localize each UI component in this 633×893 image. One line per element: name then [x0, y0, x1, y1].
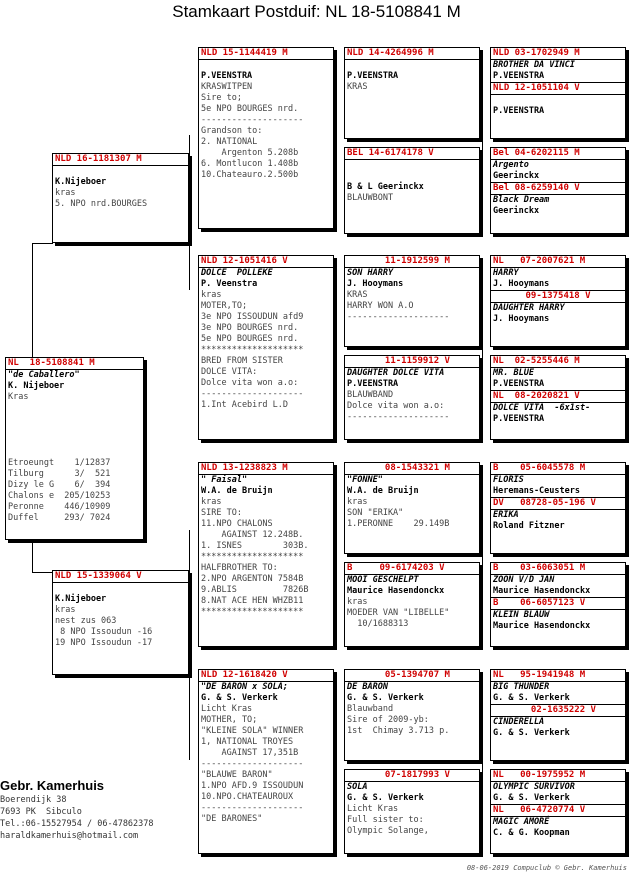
ring-number: 05-1394707 M — [345, 670, 479, 682]
pedigree-line: DOLCE VITA: — [201, 367, 258, 377]
pedigree-line: ZOON V/D JAN — [493, 575, 555, 585]
pedigree-box-mf — [198, 462, 334, 647]
pedigree-line: BLAUWBONT — [347, 193, 394, 203]
owner-contact-line: 7693 PK Sibculo — [0, 807, 82, 817]
pedigree-line: 2. NATIONAL — [201, 137, 258, 147]
pedigree-line: Geerinckx — [493, 171, 540, 181]
pedigree-line: KRAS — [347, 290, 368, 300]
pedigree-line: 9.ABLIS 7826B — [201, 585, 309, 595]
pedigree-box-mmm — [344, 769, 480, 854]
pedigree-line: 10.Chateauro.2.500b — [201, 170, 299, 180]
pedigree-line — [491, 95, 625, 106]
owner-contact-line: haraldkamerhuis@hotmail.com — [0, 831, 139, 841]
pedigree-line: -------------------- — [201, 759, 304, 769]
pedigree-line — [53, 166, 188, 177]
pedigree-line: "FONNE" — [347, 475, 383, 485]
pedigree-line: Full sister to: — [347, 815, 424, 825]
pedigree-line: P.VEENSTRA — [347, 71, 399, 81]
ring-number: 02-1635222 V — [491, 704, 625, 717]
ring-number: NLD 03-1702949 M — [491, 48, 625, 60]
ring-number: DV 08728-05-196 V — [491, 497, 625, 510]
pedigree-line: Sire of 2009-yb: — [347, 715, 429, 725]
pedigree-line: G. & S. Verkerk — [201, 693, 278, 703]
ring-number: 07-1817993 V — [345, 770, 479, 782]
pedigree-line: 8 NPO Issoudun -16 — [55, 627, 153, 637]
pedigree-line: Heremans-Ceusters — [493, 486, 580, 496]
pedigree-line: BLAUWBAND — [347, 390, 394, 400]
pedigree-line: Olympic Solange, — [347, 826, 429, 836]
ring-number: NLD 12-1051104 V — [491, 82, 625, 95]
pedigree-line: MR. BLUE — [493, 368, 534, 378]
pedigree-line: MOTER,TO; — [201, 301, 248, 311]
pedigree-line: P.VEENSTRA — [493, 106, 545, 116]
pedigree-line: K.Nijeboer — [55, 177, 107, 187]
pedigree-line: P.VEENSTRA — [493, 379, 545, 389]
pedigree-line: 10.NPO.CHATEAUROUX — [201, 792, 294, 802]
main-detail-line — [6, 436, 143, 447]
pedigree-box-mmf — [344, 669, 480, 761]
pedigree-line: SON "ERIKA" — [347, 508, 404, 518]
ring-number: 08-1543321 M — [345, 463, 479, 475]
ring-number: NL 00-1975952 M — [491, 770, 625, 782]
pedigree-line — [345, 60, 479, 71]
pedigree-line: FLORIS — [493, 475, 524, 485]
main-pigeon-card — [5, 357, 144, 540]
pedigree-line: 1.NPO AFD.9 ISSOUDUN — [201, 781, 304, 791]
pedigree-box-ffm — [344, 147, 480, 234]
pedigree-box-fmm — [344, 355, 480, 440]
pedigree-line: HALFBROTHER TO: — [201, 563, 278, 573]
pedigree-line: 1.Int Acebird L.D — [201, 400, 288, 410]
ring-number: 11-1159912 V — [345, 356, 479, 368]
pedigree-line: P.VEENSTRA — [201, 71, 253, 81]
ring-number: NL 95-1941948 M — [491, 670, 625, 682]
pedigree-line: "KLEINE SOLA" WINNER — [201, 726, 304, 736]
pedigree-line: Licht Kras — [201, 704, 253, 714]
pedigree-line: HARRY — [493, 268, 519, 278]
pedigree-line — [53, 583, 188, 594]
pedigree-line: -------------------- — [347, 412, 450, 422]
pedigree-line: "BLAUWE BARON" — [201, 770, 273, 780]
pedigree-line: AGAINST 12.248B. — [201, 530, 304, 540]
pedigree-line: " Faisal" — [201, 475, 248, 485]
main-detail-line: K. Nijeboer — [8, 381, 65, 391]
ring-number: B 06-6057123 V — [491, 597, 625, 610]
ring-number: NL 02-5255446 M — [491, 356, 625, 368]
pedigree-box-fmf — [344, 255, 480, 347]
pedigree-line: "DE BARON x SOLA; — [201, 682, 288, 692]
pedigree-line: Black Dream — [493, 195, 550, 205]
pedigree-line: 6. Montlucon 1.408b — [201, 159, 299, 169]
pedigree-line: kras — [201, 497, 222, 507]
pedigree-line: 1st Chimay 3.713 p. — [347, 726, 450, 736]
pedigree-line: DOLCE VITA -6x1st- — [493, 403, 591, 413]
pedigree-line: 1.PERONNE 29.149B — [347, 519, 450, 529]
pedigree-line: Argenton 5.208b — [201, 148, 299, 158]
pedigree-line: G. & S. Verkerk — [493, 793, 570, 803]
ring-number: NLD 13-1238823 M — [199, 463, 333, 475]
pedigree-line: 1, NATIONAL TROYES — [201, 737, 294, 747]
pedigree-line: 5e NPO BOURGES nrd. — [201, 104, 299, 114]
pedigree-line: kras — [201, 290, 222, 300]
pedigree-line: 2.NPO ARGENTON 7584B — [201, 574, 304, 584]
owner-block — [0, 778, 196, 842]
pedigree-line: Maurice Hasendonckx — [493, 586, 591, 596]
pedigree-box-father — [52, 153, 189, 243]
pedigree-line: nest zus 063 — [55, 616, 117, 626]
pedigree-line: DE BARON — [347, 682, 388, 692]
pedigree-box-mm — [198, 669, 334, 854]
main-detail-line: Chalons e 205/10253 — [8, 491, 111, 501]
pedigree-line: BRED FROM SISTER — [201, 356, 283, 366]
pedigree-line: MOEDER VAN "LIBELLE" — [347, 608, 450, 618]
ring-number: NL 06-4720774 V — [491, 804, 625, 817]
pedigree-line: Geerinckx — [493, 206, 540, 216]
ring-number: NLD 12-1051416 V — [199, 256, 333, 268]
pedigree-box-mother — [52, 570, 189, 675]
pedigree-line: 11.NPO CHALONS — [201, 519, 273, 529]
pedigree-box-g8 — [490, 769, 626, 854]
pedigree-line — [345, 160, 479, 171]
pedigree-line: kras — [55, 188, 76, 198]
pedigree-line: -------------------- — [201, 115, 304, 125]
pedigree-line: ERIKA — [493, 510, 519, 520]
pedigree-line: SIRE TO: — [201, 508, 242, 518]
pedigree-line: ******************** — [201, 345, 304, 355]
ring-number: B 05-6045578 M — [491, 463, 625, 475]
pedigree-line: G. & S. Verkerk — [347, 793, 424, 803]
pedigree-line: -------------------- — [347, 312, 450, 322]
ring-number: 09-1375418 V — [491, 290, 625, 303]
pedigree-line: B & L Geerinckx — [347, 182, 424, 192]
pedigree-line: MAGIC AMORÉ — [493, 817, 550, 827]
main-ring-number: NL 18-5108841 M — [6, 358, 143, 370]
pedigree-line: Argento — [493, 160, 529, 170]
pedigree-line: Grandson to: — [201, 126, 263, 136]
main-detail-line: Etroeungt 1/12837 — [8, 458, 111, 468]
main-detail-line — [6, 447, 143, 458]
main-detail-line: Duffel 293/ 7024 — [8, 513, 111, 523]
main-detail-line: Peronne 446/10909 — [8, 502, 111, 512]
pedigree-line: DAUGHTER HARRY — [493, 303, 565, 313]
pedigree-line: SOLA — [347, 782, 368, 792]
pedigree-line: J. Hooymans — [493, 314, 550, 324]
pedigree-line: 1. ISNES 303B. — [201, 541, 309, 551]
pedigree-line: J. Hooymans — [347, 279, 404, 289]
page-title: Stamkaart Postduif: NL 18-5108841 M — [172, 2, 461, 21]
pedigree-line: kras — [347, 497, 368, 507]
pedigree-box-mff — [344, 462, 480, 554]
ring-number: NLD 15-1339064 V — [53, 571, 188, 583]
pedigree-line: BROTHER DA VINCI — [493, 60, 575, 70]
ring-number: BEL 14-6174178 V — [345, 148, 479, 160]
main-detail-line: Kras — [8, 392, 29, 402]
pedigree-box-fff — [344, 47, 480, 139]
pedigree-line: kras — [347, 597, 368, 607]
owner-name: Gebr. Kamerhuis — [0, 778, 105, 793]
ring-number: B 09-6174203 V — [345, 563, 479, 575]
pedigree-line: P.VEENSTRA — [493, 71, 545, 81]
pedigree-line: 3e NPO ISSOUDUN afd9 — [201, 312, 304, 322]
pedigree-line: Sire to; — [201, 93, 242, 103]
pedigree-line: MOOI GESCHELPT — [347, 575, 419, 585]
pedigree-line: "DE BARONES" — [201, 814, 263, 824]
pedigree-line: C. & G. Koopman — [493, 828, 570, 838]
pedigree-line: AGAINST 17,351B — [201, 748, 299, 758]
pedigree-box-fm — [198, 255, 334, 440]
ring-number: Bel 08-6259140 V — [491, 182, 625, 195]
ring-number: NLD 15-1144419 M — [199, 48, 333, 60]
pedigree-line: CINDERELLA — [493, 717, 545, 727]
pedigree-line: K.Nijeboer — [55, 594, 107, 604]
pedigree-line: Licht Kras — [347, 804, 399, 814]
ring-number: NLD 14-4264996 M — [345, 48, 479, 60]
pedigree-line: Maurice Hasendonckx — [347, 586, 445, 596]
main-detail-line: Dizy le G 6/ 394 — [8, 480, 111, 490]
pedigree-line: J. Hooymans — [493, 279, 550, 289]
owner-contact — [0, 794, 196, 842]
main-detail-line — [6, 403, 143, 414]
pedigree-line: DOLCE POLLEKE — [201, 268, 273, 278]
pedigree-line: 19 NPO Issoudun -17 — [55, 638, 153, 648]
pedigree-box-mfm — [344, 562, 480, 647]
pedigree-line: ******************** — [201, 552, 304, 562]
pedigree-line: 8.NAT ACE HEN WHZB11 — [201, 596, 304, 606]
pedigree-box-g1 — [490, 47, 626, 139]
main-detail-line: "de Caballero" — [8, 370, 80, 380]
pedigree-line: W.A. de Bruijn — [201, 486, 273, 496]
pedigree-line: SON HARRY — [347, 268, 394, 278]
pedigree-line: 10/1688313 — [347, 619, 409, 629]
pedigree-box-g3 — [490, 255, 626, 347]
pedigree-line: G. & S. Verkerk — [493, 693, 570, 703]
pedigree-line: HARRY WON A.O — [347, 301, 414, 311]
pedigree-line: G. & S. Verkerk — [493, 728, 570, 738]
pedigree-line: P. Veenstra — [201, 279, 258, 289]
pedigree-line: W.A. de Bruijn — [347, 486, 419, 496]
pedigree-line: BIG THUNDER — [493, 682, 550, 692]
main-detail-line — [6, 425, 143, 436]
main-detail-line: Tilburg 3/ 521 — [8, 469, 111, 479]
pedigree-line: kras — [55, 605, 76, 615]
pedigree-line: -------------------- — [201, 803, 304, 813]
pedigree-box-g4 — [490, 355, 626, 440]
pedigree-line: G. & S. Verkerk — [347, 693, 424, 703]
pedigree-box-ff — [198, 47, 334, 229]
owner-contact-line: Boerendijk 38 — [0, 795, 67, 805]
pedigree-line: Maurice Hasendonckx — [493, 621, 591, 631]
ring-number: NL 07-2007621 M — [491, 256, 625, 268]
pedigree-line: 3e NPO BOURGES nrd. — [201, 323, 299, 333]
pedigree-line: 5. NPO nrd.BOURGES — [55, 199, 148, 209]
pedigree-line: ******************** — [201, 607, 304, 617]
pedigree-line: OLYMPIC SURVIVOR — [493, 782, 575, 792]
ring-number: B 03-6063051 M — [491, 563, 625, 575]
main-details — [6, 370, 143, 524]
ring-number: NL 08-2020821 V — [491, 390, 625, 403]
pedigree-line: KRASWITPEN — [201, 82, 253, 92]
pedigree-line: 5e NPO BOURGES nrd. — [201, 334, 299, 344]
pedigree-line: P.VEENSTRA — [493, 414, 545, 424]
pedigree-line: KRAS — [347, 82, 368, 92]
pedigree-line: Roland Fitzner — [493, 521, 565, 531]
pedigree-line: -------------------- — [201, 389, 304, 399]
pedigree-line: MOTHER, TO; — [201, 715, 258, 725]
footer-credit: 08-06-2019 Compuclub © Gebr. Kamerhuis — [466, 864, 627, 872]
pedigree-box-g5 — [490, 462, 626, 554]
pedigree-line — [345, 171, 479, 182]
ring-number: Bel 04-6202115 M — [491, 148, 625, 160]
ring-number: NLD 16-1181307 M — [53, 154, 188, 166]
ring-number: 11-1912599 M — [345, 256, 479, 268]
pedigree-line: Blauwband — [347, 704, 394, 714]
pedigree-box-g7 — [490, 669, 626, 761]
owner-contact-line: Tel.:06-15527954 / 06-47862378 — [0, 819, 154, 829]
main-detail-line — [6, 414, 143, 425]
pedigree-line: DAUGHTER DOLCE VITA — [347, 368, 445, 378]
pedigree-line: Dolce vita won a.o: — [201, 378, 299, 388]
pedigree-line: P.VEENSTRA — [347, 379, 399, 389]
ring-number: NLD 12-1618420 V — [199, 670, 333, 682]
pedigree-box-g6 — [490, 562, 626, 647]
pedigree-line: Dolce vita won a.o: — [347, 401, 445, 411]
pedigree-line — [199, 60, 333, 71]
pedigree-box-g2 — [490, 147, 626, 234]
pedigree-line: KLEIN BLAUW — [493, 610, 550, 620]
